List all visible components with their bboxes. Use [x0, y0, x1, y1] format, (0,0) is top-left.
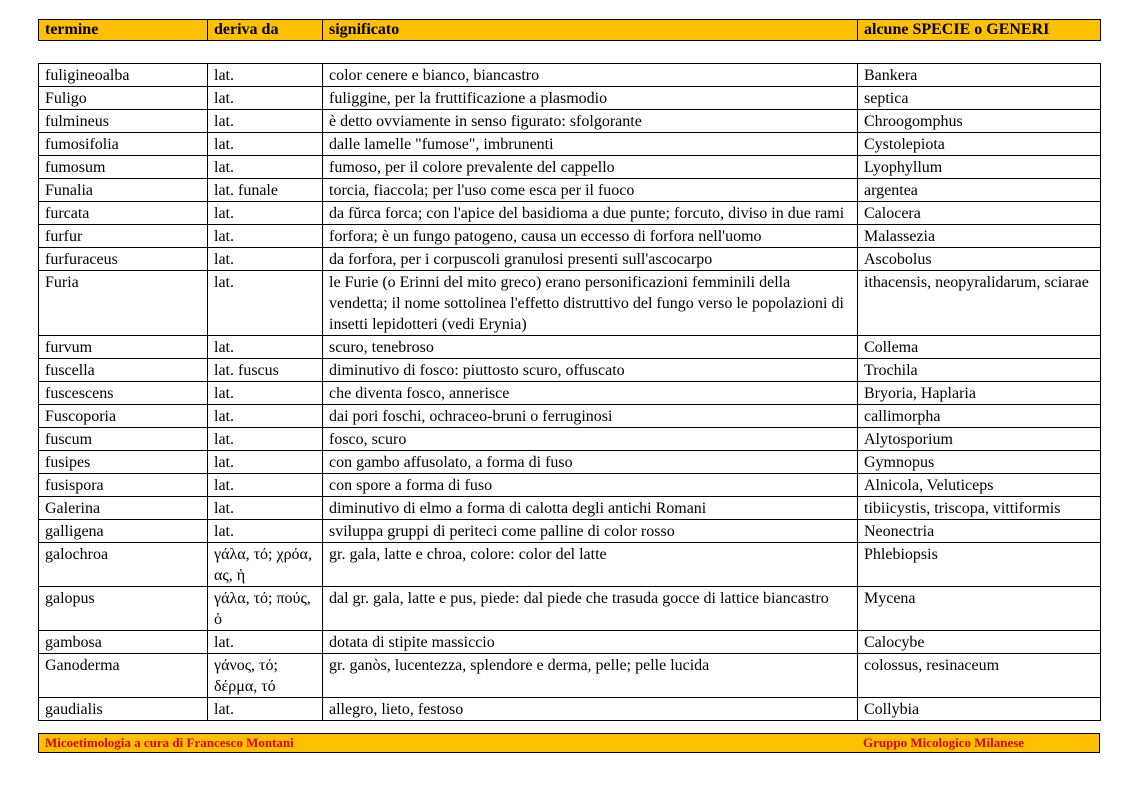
cell-significato: forfora; è un fungo patogeno, causa un eccesso di forfora nell'uomo — [323, 225, 858, 248]
table-row — [39, 543, 1101, 587]
cell-significato: dai pori foschi, ochraceo-bruni o ferruginosi — [323, 405, 858, 428]
cell-specie: Phlebiopsis — [858, 543, 1101, 587]
page-footer — [38, 733, 1100, 753]
cell-significato: diminutivo di elmo a forma di calotta degli antichi Romani — [323, 497, 858, 520]
cell-significato: fuliggine, per la fruttificazione a plasmodio — [323, 87, 858, 110]
cell-significato: da fŭrca forca; con l'apice del basidioma a due punte; forcuto, diviso in due rami — [323, 202, 858, 225]
cell-specie: Cystolepiota — [858, 133, 1101, 156]
cell-deriva-da: lat. — [208, 336, 323, 359]
cell-specie: Gymnopus — [858, 451, 1101, 474]
cell-specie: tibiicystis, triscopa, vittiformis — [858, 497, 1101, 520]
cell-termine: Fuligo — [39, 87, 208, 110]
cell-significato: fosco, scuro — [323, 428, 858, 451]
cell-termine: fusipes — [39, 451, 208, 474]
cell-termine: Ganoderma — [39, 654, 208, 698]
table-row — [39, 271, 1101, 336]
cell-specie: Malassezia — [858, 225, 1101, 248]
cell-termine: fulmineus — [39, 110, 208, 133]
cell-specie: Bryoria, Haplaria — [858, 382, 1101, 405]
cell-deriva-da: lat. — [208, 133, 323, 156]
table-row — [39, 359, 1101, 382]
cell-termine: fuscum — [39, 428, 208, 451]
header-specie: alcune SPECIE o GENERI — [858, 20, 1101, 41]
footer-author: Micoetimologia a cura di Francesco Montani — [45, 735, 294, 750]
cell-deriva-da: lat. — [208, 87, 323, 110]
cell-termine: Galerina — [39, 497, 208, 520]
table-row — [39, 382, 1101, 405]
cell-deriva-da: lat. — [208, 225, 323, 248]
cell-termine: furfuraceus — [39, 248, 208, 271]
cell-deriva-da: lat. — [208, 64, 323, 87]
table-row — [39, 336, 1101, 359]
cell-termine: Furia — [39, 271, 208, 336]
table-row — [39, 225, 1101, 248]
table-row — [39, 133, 1101, 156]
cell-termine: Fuscoporia — [39, 405, 208, 428]
cell-termine: fumosifolia — [39, 133, 208, 156]
cell-deriva-da: lat. — [208, 156, 323, 179]
cell-significato: dotata di stipite massiccio — [323, 631, 858, 654]
cell-specie: Lyophyllum — [858, 156, 1101, 179]
header-significato: significato — [323, 20, 858, 41]
cell-deriva-da: lat. — [208, 405, 323, 428]
cell-specie: Alnicola, Veluticeps — [858, 474, 1101, 497]
cell-deriva-da: γάλα, τό; χρόα, ας, ἡ — [208, 543, 323, 587]
header-termine: termine — [39, 20, 208, 41]
cell-termine: galligena — [39, 520, 208, 543]
cell-significato: da forfora, per i corpuscoli granulosi presenti sull'ascocarpo — [323, 248, 858, 271]
cell-termine: Funalia — [39, 179, 208, 202]
table-header — [38, 19, 1101, 41]
table-row — [39, 654, 1101, 698]
table-row — [39, 156, 1101, 179]
cell-deriva-da: γάνος, τό; δέρμα, τό — [208, 654, 323, 698]
cell-significato: fumoso, per il colore prevalente del cappello — [323, 156, 858, 179]
cell-deriva-da: lat. — [208, 428, 323, 451]
table-row — [39, 405, 1101, 428]
table-row — [39, 110, 1101, 133]
cell-deriva-da: lat. — [208, 271, 323, 336]
cell-deriva-da: lat. — [208, 631, 323, 654]
table-row — [39, 202, 1101, 225]
cell-significato: allegro, lieto, festoso — [323, 698, 858, 721]
cell-significato: le Furie (o Erinni del mito greco) erano personificazioni femminili della vendetta; il nome sottolinea l'effetto distruttivo del fungo verso le popolazioni di insetti lepidotteri (vedi Erynia) — [323, 271, 858, 336]
cell-significato: torcia, fiaccola; per l'uso come esca per il fuoco — [323, 179, 858, 202]
cell-specie: Ascobolus — [858, 248, 1101, 271]
table-row — [39, 587, 1101, 631]
table-row — [39, 64, 1101, 87]
cell-significato: color cenere e bianco, biancastro — [323, 64, 858, 87]
table-row — [39, 497, 1101, 520]
cell-termine: fuligineoalba — [39, 64, 208, 87]
cell-deriva-da: lat. fuscus — [208, 359, 323, 382]
table-row — [39, 520, 1101, 543]
cell-significato: sviluppa gruppi di periteci come palline di color rosso — [323, 520, 858, 543]
cell-deriva-da: lat. — [208, 520, 323, 543]
cell-deriva-da: lat. — [208, 202, 323, 225]
cell-deriva-da: lat. — [208, 451, 323, 474]
cell-deriva-da: lat. — [208, 382, 323, 405]
cell-termine: fuscescens — [39, 382, 208, 405]
cell-significato: dal gr. gala, latte e pus, piede: dal piede che trasuda gocce di lattice biancastro — [323, 587, 858, 631]
cell-specie: Alytosporium — [858, 428, 1101, 451]
cell-specie: Bankera — [858, 64, 1101, 87]
cell-specie: argentea — [858, 179, 1101, 202]
cell-termine: fuscella — [39, 359, 208, 382]
table-row — [39, 474, 1101, 497]
cell-significato: dalle lamelle "fumose", imbrunenti — [323, 133, 858, 156]
table-row — [39, 698, 1101, 721]
cell-termine: galopus — [39, 587, 208, 631]
footer-group: Gruppo Micologico Milanese — [863, 735, 1025, 750]
cell-specie: Collema — [858, 336, 1101, 359]
glossary-table — [38, 63, 1101, 721]
header-row — [39, 20, 1101, 41]
cell-termine: fusispora — [39, 474, 208, 497]
cell-deriva-da: lat. — [208, 497, 323, 520]
table-row — [39, 248, 1101, 271]
table-row — [39, 451, 1101, 474]
cell-termine: gambosa — [39, 631, 208, 654]
cell-significato: con spore a forma di fuso — [323, 474, 858, 497]
glossary-rows — [39, 64, 1101, 721]
cell-significato: con gambo affusolato, a forma di fuso — [323, 451, 858, 474]
cell-deriva-da: γάλα, τό; πούς, ὁ — [208, 587, 323, 631]
table-row — [39, 631, 1101, 654]
cell-specie: Calocybe — [858, 631, 1101, 654]
cell-termine: furcata — [39, 202, 208, 225]
cell-termine: fumosum — [39, 156, 208, 179]
cell-significato: diminutivo di fosco: piuttosto scuro, offuscato — [323, 359, 858, 382]
cell-termine: galochroa — [39, 543, 208, 587]
cell-deriva-da: lat. — [208, 698, 323, 721]
cell-deriva-da: lat. — [208, 110, 323, 133]
cell-deriva-da: lat. — [208, 248, 323, 271]
table-row — [39, 87, 1101, 110]
cell-specie: ithacensis, neopyralidarum, sciarae — [858, 271, 1101, 336]
cell-specie: Collybia — [858, 698, 1101, 721]
cell-significato: gr. ganòs, lucentezza, splendore e derma, pelle; pelle lucida — [323, 654, 858, 698]
cell-specie: Calocera — [858, 202, 1101, 225]
cell-significato: è detto ovviamente in senso figurato: sfolgorante — [323, 110, 858, 133]
cell-deriva-da: lat. funale — [208, 179, 323, 202]
cell-significato: gr. gala, latte e chroa, colore: color del latte — [323, 543, 858, 587]
cell-specie: colossus, resinaceum — [858, 654, 1101, 698]
cell-termine: furfur — [39, 225, 208, 248]
cell-deriva-da: lat. — [208, 474, 323, 497]
cell-specie: callimorpha — [858, 405, 1101, 428]
cell-specie: Trochila — [858, 359, 1101, 382]
cell-specie: Chroogomphus — [858, 110, 1101, 133]
table-row — [39, 428, 1101, 451]
cell-termine: furvum — [39, 336, 208, 359]
header-deriva-da: deriva da — [208, 20, 323, 41]
cell-specie: septica — [858, 87, 1101, 110]
cell-significato: scuro, tenebroso — [323, 336, 858, 359]
cell-termine: gaudialis — [39, 698, 208, 721]
table-row — [39, 179, 1101, 202]
cell-significato: che diventa fosco, annerisce — [323, 382, 858, 405]
cell-specie: Neonectria — [858, 520, 1101, 543]
cell-specie: Mycena — [858, 587, 1101, 631]
